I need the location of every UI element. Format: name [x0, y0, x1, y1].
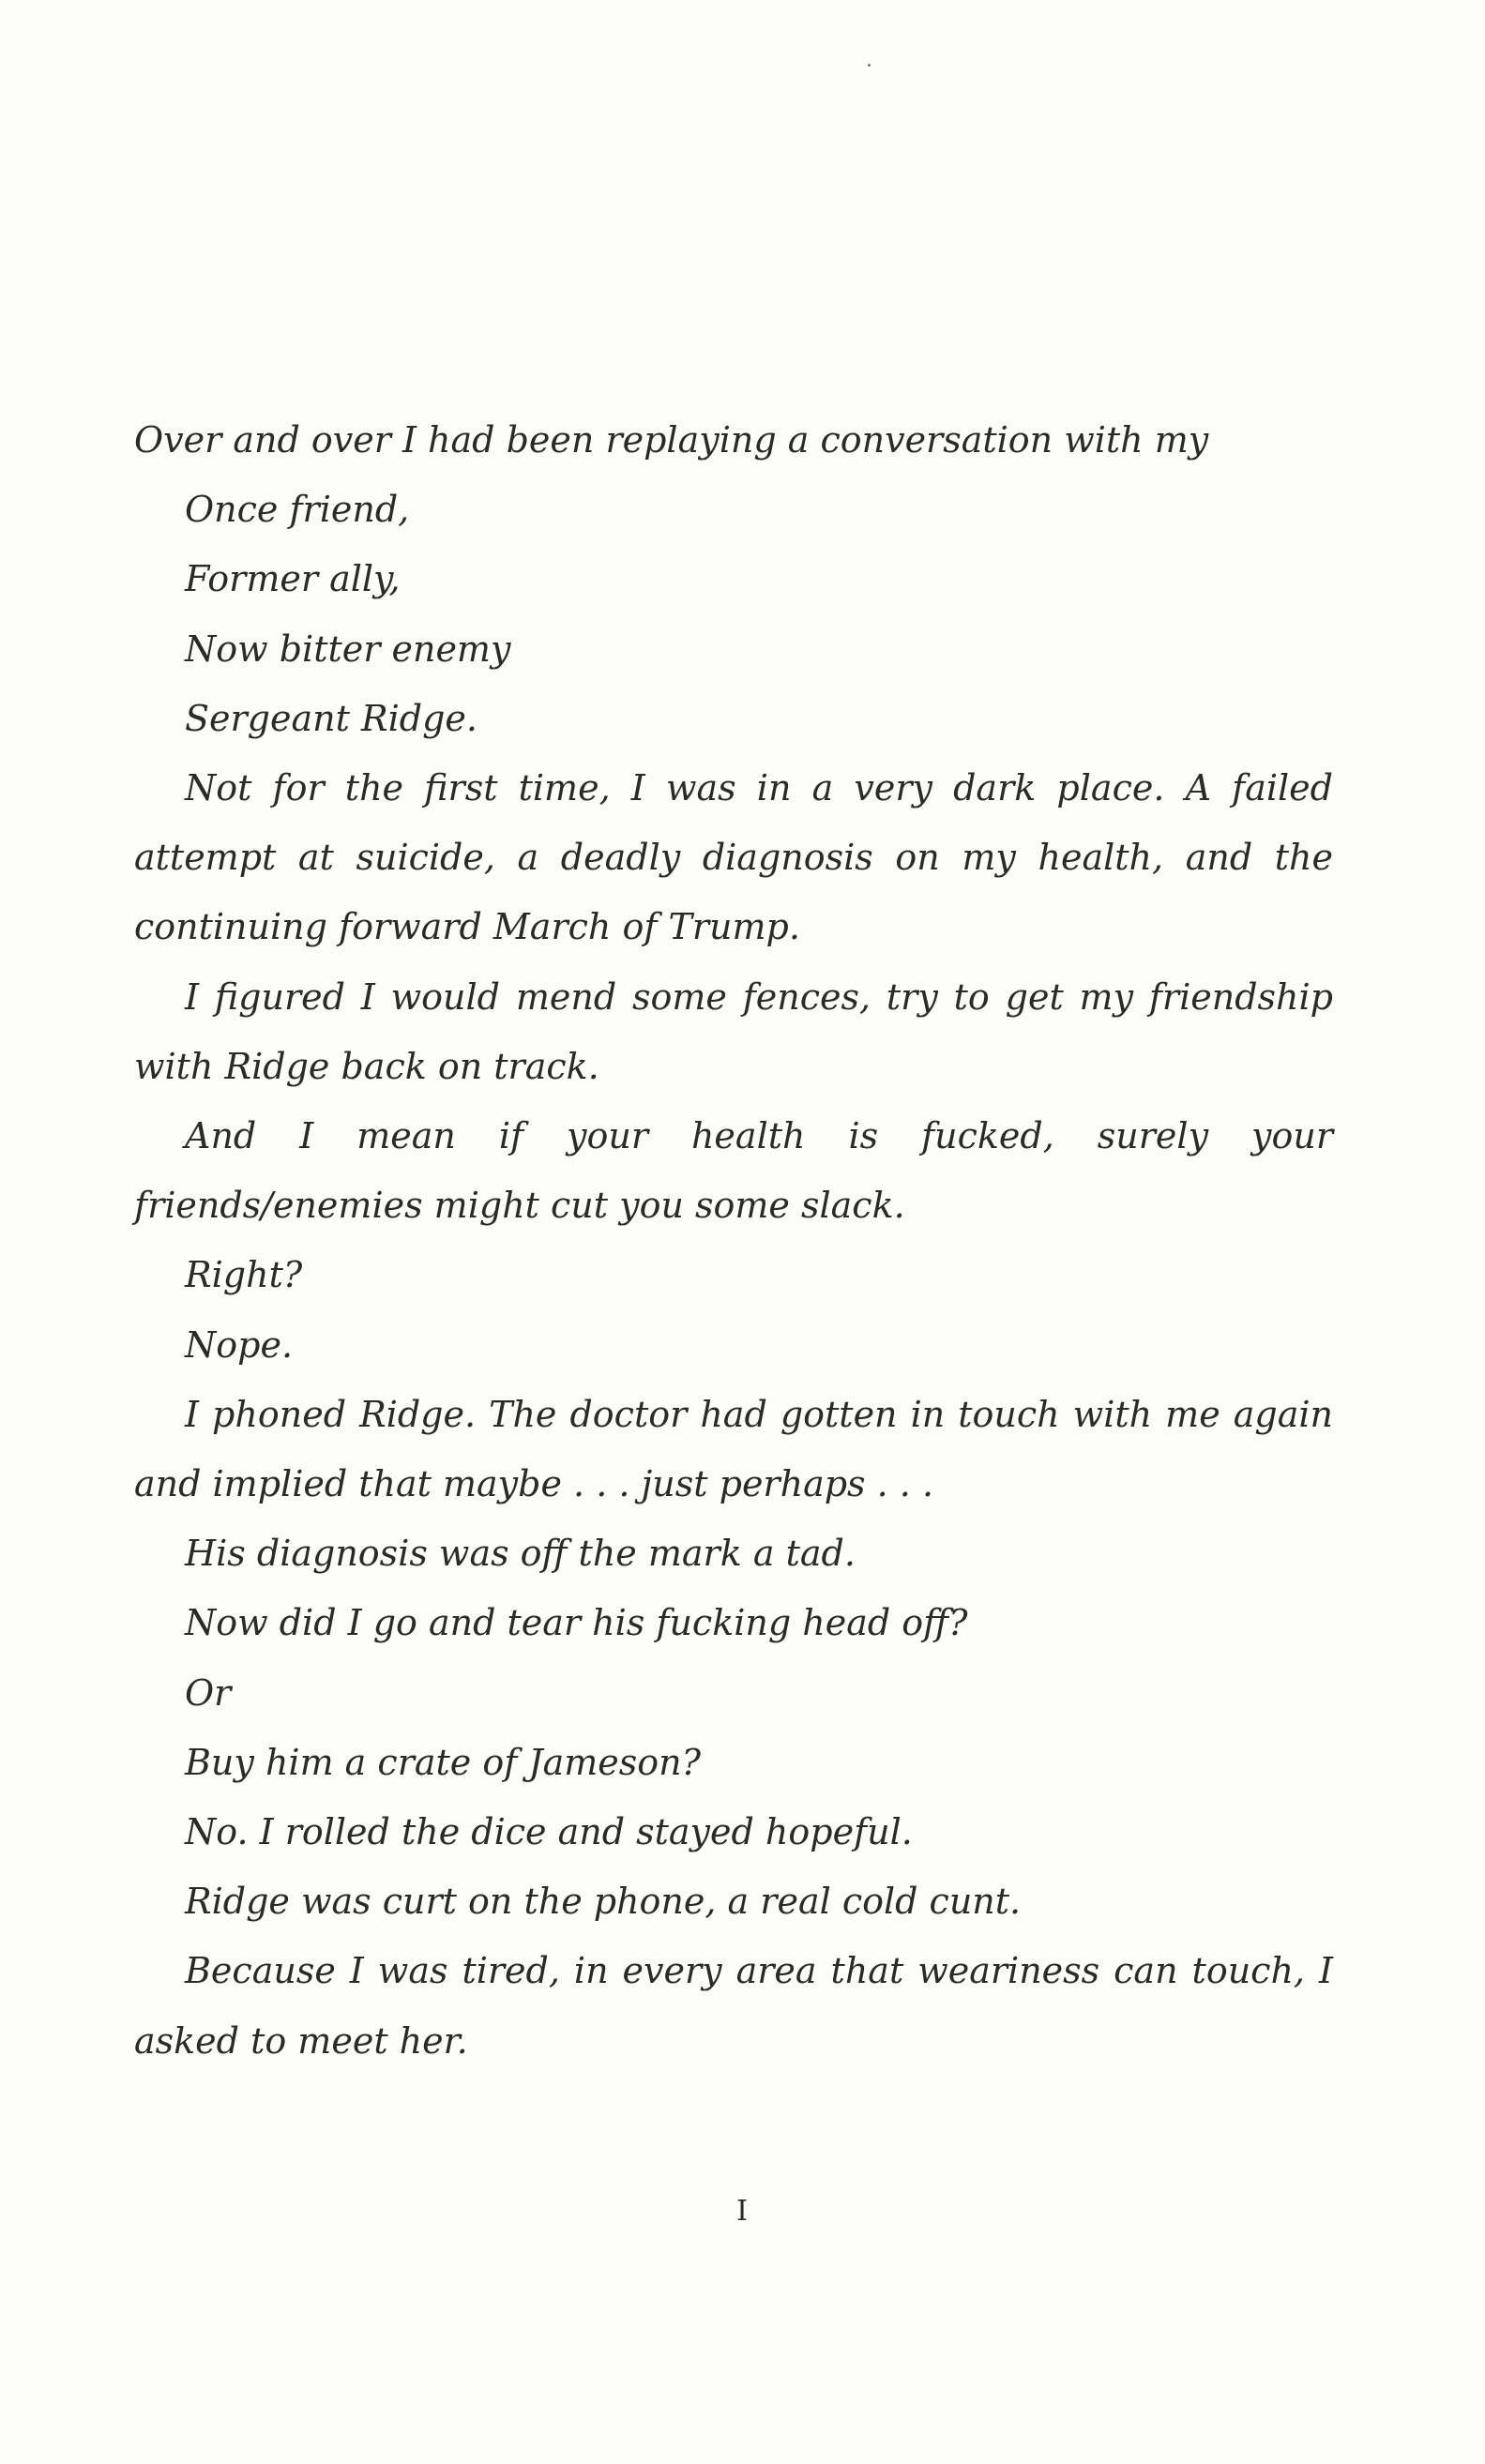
paragraph-9: Right?: [185, 1254, 303, 1296]
paragraph-16: No. I rolled the dice and stayed hopeful.: [185, 1811, 913, 1853]
paragraph-5: Sergeant Ridge.: [185, 697, 477, 739]
paragraph-13: Now did I go and tear his fucking head off?: [185, 1602, 968, 1644]
paragraph-4: Now bitter enemy: [185, 627, 511, 670]
paragraph-10: Nope.: [185, 1323, 294, 1366]
paragraph-11: I phoned Ridge. The doctor had gotten in touch with me again and implied that maybe . . . just perhaps . . .: [134, 1393, 1333, 1505]
paragraph-8: And I mean if your health is fucked, surely your friends/enemies might cut you some slack.: [134, 1115, 1333, 1227]
paragraph-6: Not for the first time, I was in a very dark place. A failed attempt at suicide, a deadly diagnosis on my health, and the continuing forward March of Trump.: [134, 767, 1333, 948]
paragraph-17: Ridge was curt on the phone, a real cold cunt.: [185, 1881, 1022, 1923]
paragraph-3: Former ally,: [185, 558, 401, 600]
paragraph-18: Because I was tired, in every area that weariness can touch, I asked to meet her.: [134, 1950, 1333, 2062]
paper-speck: [868, 64, 871, 67]
paragraph-1: Over and over I had been replaying a conversation with my: [134, 419, 1209, 461]
page-number: I: [736, 2195, 749, 2228]
paragraph-15: Buy him a crate of Jameson?: [185, 1741, 702, 1783]
paragraph-12: His diagnosis was off the mark a tad.: [185, 1533, 856, 1575]
paragraph-2: Once friend,: [185, 489, 410, 531]
paragraph-14: Or: [185, 1671, 232, 1714]
paragraph-7: I figured I would mend some fences, try to get my friendship with Ridge back on track.: [134, 975, 1333, 1087]
body-text: [134, 405, 1333, 2076]
